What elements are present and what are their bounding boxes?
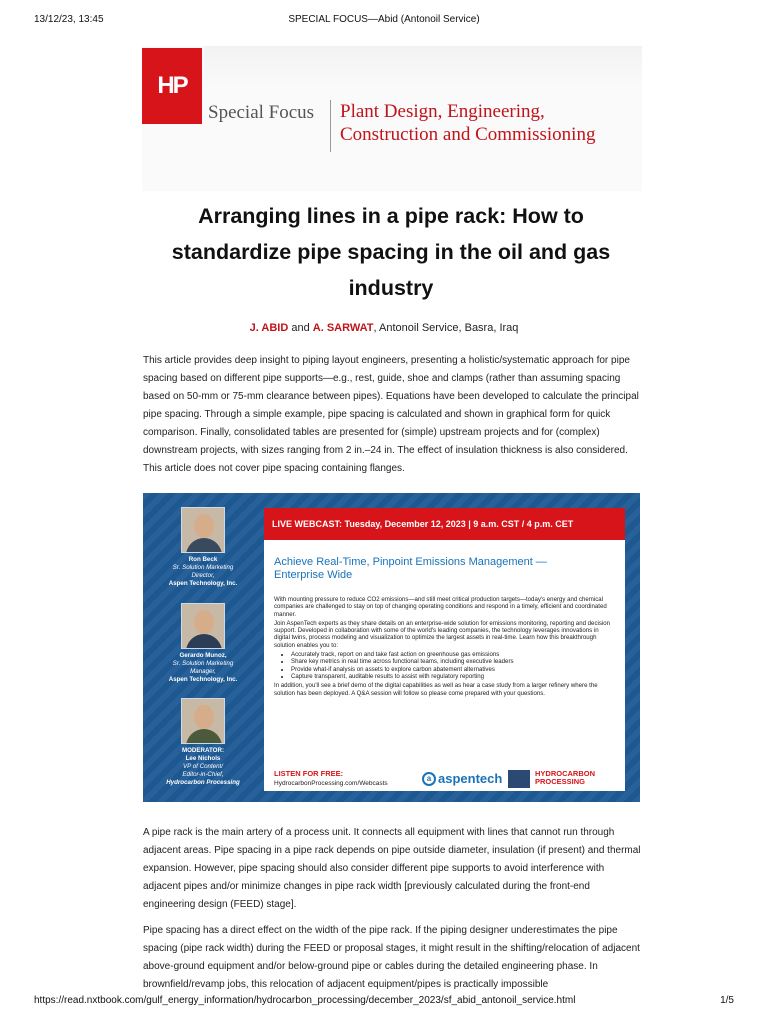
author-sarwat[interactable]: A. SARWAT <box>312 322 374 334</box>
byline-affiliation: , Antonoil Service, Basra, Iraq <box>373 322 519 334</box>
aspentech-logo <box>422 771 502 786</box>
article-paragraph: Pipe spacing has a direct effect on the width of the pipe rack. If the piping designer underestimates the pipe spacing (pipe rack width) during the FEED or proposal stages, it might result in the shifting/relocation of adjacent above-ground equipment and/or below-ground pipe or cables during the detailed engineering phase. In brownfield/revamp jobs, this relocation of adjacent equipment/pipes is practically impossible <box>143 925 640 990</box>
listen-url[interactable]: HydrocarbonProcessing.com/Webcasts <box>274 780 388 787</box>
speaker-name: Lee Nichols <box>185 755 221 762</box>
aspentech-icon: a <box>422 772 436 786</box>
banner-divider <box>330 100 331 152</box>
aspentech-wordmark: aspentech <box>438 771 503 786</box>
webcast-paragraph: With mounting pressure to reduce CO2 emissions—and still meet critical production targets—today's energy and chemical companies are challenged to stay on top of changing operating conditions and respond in a timely, efficient and coordinated manner. <box>274 596 607 618</box>
listen-for-free[interactable] <box>274 769 388 789</box>
hp-small-logo-icon <box>508 770 530 788</box>
webcast-advertisement[interactable] <box>143 493 640 802</box>
hydrocarbon-processing-logo <box>535 770 595 786</box>
listen-label: LISTEN FOR FREE: <box>274 769 344 778</box>
speaker-photo <box>181 507 225 553</box>
print-page-number: 1/5 <box>720 995 734 1006</box>
webcast-bullet: • Share key metrics in real time across functional teams, including executive leaders <box>291 658 615 665</box>
webcast-paragraph: Join AspenTech experts as they share details on an enterprise-wide solution for emissions monitoring, reporting and decision support. Developed in collaboration with some of the world's leading companies, the technology leverages innovations in digital twins, process modeling and visualization to optimize the largest assets in real-time. Learn how this breakthrough solution enables you to: <box>274 619 611 649</box>
print-date: 13/12/23, 13:45 <box>34 14 104 25</box>
hp-logo: HP <box>142 48 202 124</box>
webcast-date-banner: LIVE WEBCAST: Tuesday, December 12, 2023 | 9 a.m. CST / 4 p.m. CET <box>264 508 625 540</box>
speaker-org: Aspen Technology, Inc. <box>168 580 238 587</box>
webcast-headline: Achieve Real-Time, Pinpoint Emissions Management — Enterprise Wide <box>274 556 547 581</box>
speaker-name: Gerardo Munoz, <box>179 652 227 659</box>
print-footer <box>0 995 768 1011</box>
speaker-role: VP of Content/ <box>182 763 223 770</box>
print-url[interactable]: https://read.nxtbook.com/gulf_energy_information/hydrocarbon_processing/december_2023/sf_abid_antonoil_service.html <box>34 995 576 1006</box>
webcast-description <box>274 596 615 697</box>
speaker-role: Manager, <box>190 668 216 675</box>
banner-topic-line2: Construction and Commissioning <box>340 124 596 145</box>
speaker-photo <box>181 698 225 744</box>
print-header <box>0 14 768 30</box>
special-focus-banner <box>142 46 642 191</box>
webcast-card <box>264 508 625 791</box>
speaker-lee-nichols <box>153 698 253 787</box>
hp-wordmark-line1: HYDROCARBON <box>535 769 595 778</box>
banner-topic-line1: Plant Design, Engineering, <box>340 101 545 122</box>
speaker-name: Ron Beck <box>188 556 218 563</box>
byline-and: and <box>291 322 310 334</box>
article-abstract: This article provides deep insight to piping layout engineers, presenting a holistic/systematic approach for pipe spacing based on different pipe supports—e.g., rest, guide, shoe and clamps (rather than assuming spacing based on 50-mm or 75-mm clearance between pipes). Equations have been developed to calculate the principal pipe spacing. Through a simple example, pipe spacing is calculated and shown in graphical form for quick comparison. Finally, consolidated tables are presented for (simple) upstream projects and for (complex) downstream projects, with sizes ranging from 2 in.–24 in. The effect of insulation thickness is also considered. This article does not cover pipe spacing containing flanges. <box>143 355 639 474</box>
article-title: Arranging lines in a pipe rack: How to standardize pipe spacing in the oil and gas industry <box>171 204 611 300</box>
speaker-gerardo-munoz <box>153 603 253 684</box>
webcast-bullet: • Provide what-if analysis on assets to explore carbon abatement alternatives <box>291 666 615 673</box>
speaker-photo <box>181 603 225 649</box>
speaker-org: Hydrocarbon Processing <box>166 779 240 786</box>
webcast-bullets <box>291 651 615 680</box>
speaker-ron-beck <box>153 507 253 588</box>
speaker-role: Sr. Solution Marketing <box>172 564 234 571</box>
author-abid[interactable]: J. ABID <box>249 322 289 334</box>
banner-background <box>204 46 642 86</box>
banner-special-focus: Special Focus <box>208 102 315 123</box>
article-paragraph: A pipe rack is the main artery of a process unit. It connects all equipment with lines that cannot run through adjacent areas. Pipe spacing in a pipe rack depends on pipe outside diameter, insulation (if present) and thermal expansion. However, pipe spacing should also consider different pipe supports to avoid interference with adjacent pipes and/or minimize changes in pipe rack width [previously calculated during the front-end engineering design (FEED) stage]. <box>143 827 641 910</box>
banner-topic <box>340 100 595 146</box>
webcast-bullet: • Accurately track, report on and take fast action on greenhouse gas emissions <box>291 651 615 658</box>
speaker-role: Sr. Solution Marketing <box>172 660 234 667</box>
speaker-org: Aspen Technology, Inc. <box>168 676 238 683</box>
hp-wordmark-line2: PROCESSING <box>535 777 586 786</box>
moderator-label: MODERATOR: <box>181 747 225 754</box>
webcast-bullet: • Capture transparent, auditable results to assist with regulatory reporting <box>291 673 615 680</box>
byline <box>0 322 768 334</box>
webcast-paragraph: In addition, you'll see a brief demo of the digital capabilities as well as hear a case study from a larger refinery where the solution has been deployed. A Q&A session will follow so please come prepared with your questions. <box>274 682 598 697</box>
print-title: SPECIAL FOCUS—Abid (Antonoil Service) <box>288 14 480 25</box>
speaker-role: Editor-in-Chief, <box>182 771 224 778</box>
speaker-role: Director, <box>191 572 215 579</box>
